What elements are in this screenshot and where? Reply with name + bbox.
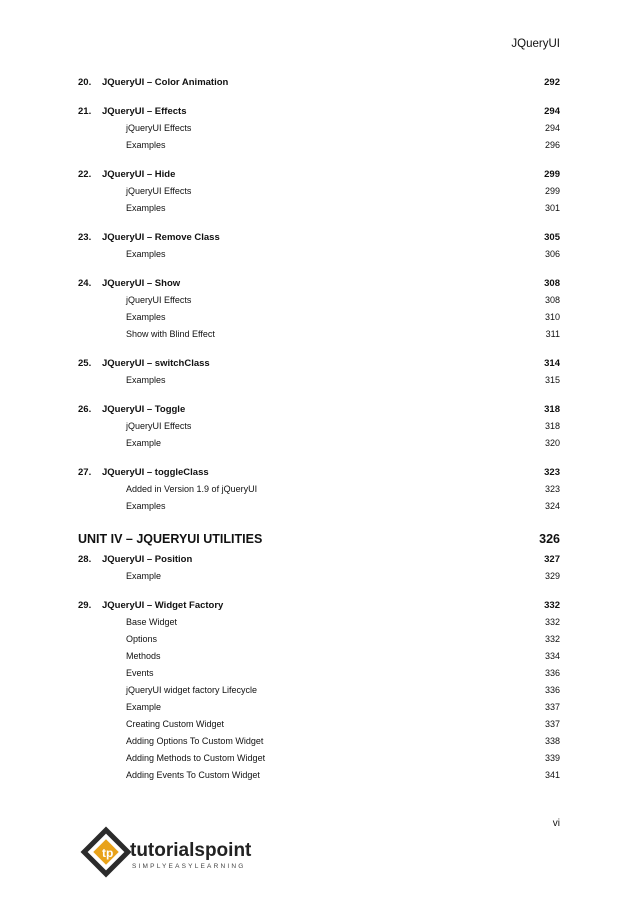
toc-subentry[interactable] xyxy=(78,614,560,631)
toc-page: 308 xyxy=(544,295,560,305)
toc-page: 301 xyxy=(544,203,560,213)
toc-subentry[interactable] xyxy=(78,631,560,648)
toc-page: 299 xyxy=(544,169,560,180)
toc-title: JQueryUI – switchClass xyxy=(102,358,210,369)
toc-title: JQueryUI – Effects xyxy=(102,106,187,117)
toc-title: Creating Custom Widget xyxy=(126,719,225,729)
toc-subentry[interactable] xyxy=(78,733,560,750)
svg-text:tp: tp xyxy=(102,846,114,860)
toc-subentry[interactable] xyxy=(78,309,560,326)
toc-chapter[interactable] xyxy=(78,275,560,292)
toc-page: 318 xyxy=(544,404,560,415)
toc-page: 311 xyxy=(545,329,560,339)
toc-title: Adding Options To Custom Widget xyxy=(126,736,264,746)
toc-title: Example xyxy=(126,438,162,448)
toc-subentry[interactable] xyxy=(78,372,560,389)
toc-title: JQueryUI – Widget Factory xyxy=(102,600,224,611)
toc-page: 336 xyxy=(544,668,560,678)
toc-number: 22. xyxy=(78,169,92,180)
toc-title: Events xyxy=(126,668,154,678)
toc-title: jQueryUI Effects xyxy=(126,123,192,133)
toc-title: Show with Blind Effect xyxy=(126,329,215,339)
toc-title: JQueryUI – Toggle xyxy=(102,404,186,415)
toc-chapter[interactable] xyxy=(78,74,560,91)
toc-page: 341 xyxy=(544,770,560,780)
toc-page: 336 xyxy=(544,685,560,695)
toc-page: 324 xyxy=(544,501,560,511)
toc-subentry[interactable] xyxy=(78,665,560,682)
toc-title: Examples xyxy=(126,501,166,511)
toc-page: 327 xyxy=(544,554,560,565)
toc-number: 28. xyxy=(78,554,92,565)
toc-title: Examples xyxy=(126,203,166,213)
toc-title: JQueryUI – Position xyxy=(102,554,193,565)
toc-chapter[interactable] xyxy=(78,355,560,372)
toc-chapter[interactable] xyxy=(78,464,560,481)
toc-page: 305 xyxy=(544,232,560,243)
toc-chapter[interactable] xyxy=(78,551,560,568)
logo-icon xyxy=(78,822,268,882)
toc-page: 326 xyxy=(539,532,560,546)
toc-subentry[interactable] xyxy=(78,418,560,435)
toc-title: Examples xyxy=(126,375,166,385)
toc-number: 20. xyxy=(78,77,92,88)
logo-tagline: SIMPLYEASYLEARNING xyxy=(132,863,246,870)
toc-subentry[interactable] xyxy=(78,326,560,343)
toc-title: Adding Methods to Custom Widget xyxy=(126,753,266,763)
toc-page: 320 xyxy=(544,438,560,448)
toc-page: 299 xyxy=(544,186,560,196)
toc-page: 332 xyxy=(544,617,560,627)
toc-page: 315 xyxy=(544,375,560,385)
toc-page: 308 xyxy=(544,278,560,289)
page-number: vi xyxy=(552,818,560,829)
toc-number: 27. xyxy=(78,467,92,478)
toc-subentry[interactable] xyxy=(78,648,560,665)
toc-title: JQueryUI – Show xyxy=(102,278,181,289)
toc-title: jQueryUI Effects xyxy=(126,421,192,431)
toc-page: 314 xyxy=(544,358,560,369)
toc-page: 334 xyxy=(544,651,560,661)
toc-title: Examples xyxy=(126,312,166,322)
toc-subentry[interactable] xyxy=(78,767,560,784)
toc-title: Example xyxy=(126,571,162,581)
toc-title: Examples xyxy=(126,140,166,150)
toc-page: 329 xyxy=(544,571,560,581)
toc-page: 332 xyxy=(544,634,560,644)
toc-title: jQueryUI Effects xyxy=(126,186,192,196)
toc-subentry[interactable] xyxy=(78,481,560,498)
toc-number: 23. xyxy=(78,232,92,243)
toc-page: 296 xyxy=(544,140,560,150)
toc-title: JQueryUI – toggleClass xyxy=(102,467,209,478)
toc-chapter[interactable] xyxy=(78,229,560,246)
toc-title: UNIT IV – JQUERYUI UTILITIES xyxy=(78,532,263,546)
toc-chapter[interactable] xyxy=(78,597,560,614)
toc-page: 292 xyxy=(544,77,560,88)
toc-number: 29. xyxy=(78,600,92,611)
toc-title: Examples xyxy=(126,249,166,259)
toc-subentry[interactable] xyxy=(78,200,560,217)
toc-number: 21. xyxy=(78,106,92,117)
toc-title: Options xyxy=(126,634,158,644)
toc-title: Methods xyxy=(126,651,161,661)
toc-page: 310 xyxy=(544,312,560,322)
toc-title: JQueryUI – Remove Class xyxy=(102,232,220,243)
toc-subentry[interactable] xyxy=(78,246,560,263)
toc-title: jQueryUI Effects xyxy=(126,295,192,305)
toc-page: 318 xyxy=(544,421,560,431)
toc-subentry[interactable] xyxy=(78,716,560,733)
logo-brand: tutorialspoint xyxy=(130,840,252,861)
toc-chapter[interactable] xyxy=(78,103,560,120)
toc-page: 337 xyxy=(544,702,560,712)
toc-number: 24. xyxy=(78,278,92,289)
toc-title: Base Widget xyxy=(126,617,178,627)
toc-subentry[interactable] xyxy=(78,750,560,767)
toc-title: Adding Events To Custom Widget xyxy=(126,770,260,780)
toc-subentry[interactable] xyxy=(78,292,560,309)
toc-page: 332 xyxy=(544,600,560,611)
toc-page: 323 xyxy=(544,467,560,478)
toc-subentry[interactable] xyxy=(78,120,560,137)
toc-chapter[interactable] xyxy=(78,166,560,183)
toc-title: Example xyxy=(126,702,162,712)
table-of-contents xyxy=(78,74,560,784)
toc-page: 339 xyxy=(544,753,560,763)
toc-title: jQueryUI widget factory Lifecycle xyxy=(126,685,258,695)
toc-number: 25. xyxy=(78,358,92,369)
toc-number: 26. xyxy=(78,404,92,415)
toc-subentry[interactable] xyxy=(78,435,560,452)
toc-title: JQueryUI – Hide xyxy=(102,169,176,180)
toc-subentry[interactable] xyxy=(78,682,560,699)
toc-subentry[interactable] xyxy=(78,137,560,154)
toc-page: 338 xyxy=(544,736,560,746)
tutorialspoint-logo xyxy=(78,822,268,882)
toc-unit[interactable] xyxy=(78,529,560,549)
toc-page: 294 xyxy=(544,106,560,117)
toc-subentry[interactable] xyxy=(78,498,560,515)
toc-page: 294 xyxy=(544,123,560,133)
toc-page: 323 xyxy=(544,484,560,494)
toc-subentry[interactable] xyxy=(78,568,560,585)
toc-subentry[interactable] xyxy=(78,699,560,716)
toc-subentry[interactable] xyxy=(78,183,560,200)
toc-title: Added in Version 1.9 of jQueryUI xyxy=(126,484,258,494)
toc-page: 337 xyxy=(544,719,560,729)
toc-title: JQueryUI – Color Animation xyxy=(102,77,229,88)
running-header: JQueryUI xyxy=(511,38,560,50)
toc-chapter[interactable] xyxy=(78,401,560,418)
toc-page: 306 xyxy=(544,249,560,259)
